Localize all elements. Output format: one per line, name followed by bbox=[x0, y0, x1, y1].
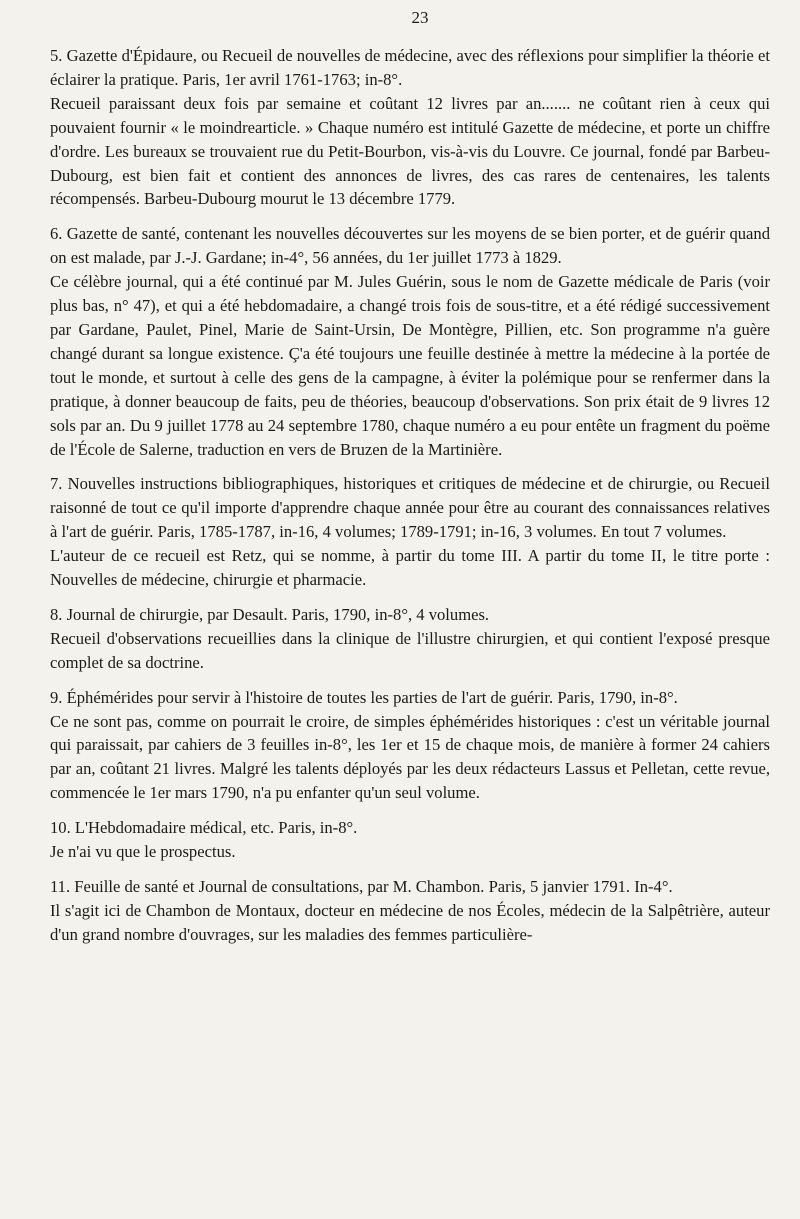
entry-title: 9. Éphémérides pour servir à l'histoire de toutes les parties de l'art de guérir. Paris, 1790, in-8°. bbox=[50, 687, 678, 707]
entry-description: L'auteur de ce recueil est Retz, qui se nomme, à partir du tome III. A partir du tome II, le titre porte : Nouvelles de médecine, chirurgie et pharmacie. bbox=[50, 546, 770, 590]
entry-description: Ce ne sont pas, comme on pourrait le croire, de simples éphémérides historiques : c'est un véritable journal qui paraissait, par cahiers de 3 feuilles in-8°, les 1er et 15 de chaque mois, de manière à former 24 cahiers par an, coûtant 21 livres. Malgré les talents déployés par les deux rédacteurs Lassus et Pelletan, cette revue, commencée le 1er mars 1790, n'a pu enfanter qu'un seul volume. bbox=[50, 711, 770, 803]
entry-description: Recueil d'observations recueillies dans la clinique de l'illustre chirurgien, et qui contient l'exposé presque complet de sa doctrine. bbox=[50, 628, 770, 672]
entry-title: 5. Gazette d'Épidaure, ou Recueil de nouvelles de médecine, avec des réflexions pour simplifier la théorie et éclairer la pratique. Paris, 1er avril 1761-1763; in-8°. bbox=[50, 46, 770, 89]
page-number: 23 bbox=[411, 8, 429, 27]
entry-7 bbox=[50, 472, 770, 592]
document-page bbox=[50, 8, 770, 958]
entry-5 bbox=[50, 44, 770, 211]
entry-title: 11. Feuille de santé et Journal de consultations, par M. Chambon. Paris, 5 janvier 1791. In-4°. bbox=[50, 877, 673, 896]
entry-9 bbox=[50, 686, 770, 806]
entry-description: Recueil paraissant deux fois par semaine et coûtant 12 livres par an....... ne coûtant rien à ceux qui pouvaient fournir « le moindrearticle. » Chaque numéro est intitulé Gazette de médecine, et porte un chiffre d'ordre. Les bureaux se trouvaient rue du Petit-Bourbon, vis-à-vis du Louvre. Ce journal, fondé par Barbeu-Dubourg, est bien fait et contient des annonces de livres, des cas rares de centenaires, les talents récompensés. Barbeu-Dubourg mourut le 13 décembre 1779. bbox=[50, 93, 770, 209]
entry-title: 10. L'Hebdomadaire médical, etc. Paris, in-8°. bbox=[50, 818, 358, 838]
entry-11 bbox=[50, 875, 770, 947]
entry-10 bbox=[50, 816, 770, 864]
entry-title: 7. Nouvelles instructions bibliographiques, historiques et critiques de médecine et de chirurgie, ou Recueil raisonné de tout ce qu'il importe d'apprendre chaque année pour être au courant des connaissances relatives à l'art de guérir. Paris, 1785-1787, in-16, 4 volumes; 1789-1791; in-16, 3 volumes. En tout 7 volumes. bbox=[50, 474, 770, 542]
entry-description: Je n'ai vu que le prospectus. bbox=[50, 842, 236, 862]
entry-title: 6. Gazette de santé, contenant les nouvelles découvertes sur les moyens de se bien porter, et de guérir quand on est malade, par J.-J. Gardane; in-4°, 56 années, du 1er juillet 1773 à 1829. bbox=[50, 224, 770, 268]
entry-description: Ce célèbre journal, qui a été continué par M. Jules Guérin, sous le nom de Gazette médicale de Paris (voir plus bas, n° 47), et qui a été hebdomadaire, a changé trois fois de sous-titre, et a été rédigé successivement par Gardane, Paulet, Pinel, Marie de Saint-Ursin, De Montègre, Pillien, etc. Son programme n'a guère changé durant sa longue existence. Ç'a été toujours une feuille destinée à mettre la médecine à la portée de tout le monde, et surtout à celle des gens de la campagne, à éviter la polémique pour se renfermer dans la pratique, à donner beaucoup de faits, peu de théories, beaucoup d'observations. Son prix était de 9 livres 12 sols par an. Du 9 juillet 1778 au 24 septembre 1780, chaque numéro a eu pour entête un fragment du poëme de l'École de Salerne, traduction en vers de Bruzen de la Martinière. bbox=[50, 272, 770, 459]
entry-description: Il s'agit ici de Chambon de Montaux, docteur en médecine de nos Écoles, médecin de la Salpêtrière, auteur d'un grand nombre d'ouvrages, sur les maladies des femmes particulière- bbox=[50, 900, 770, 944]
entry-8 bbox=[50, 603, 770, 675]
entry-title: 8. Journal de chirurgie, par Desault. Paris, 1790, in-8°, 4 volumes. bbox=[50, 604, 490, 624]
entry-6 bbox=[50, 222, 770, 461]
